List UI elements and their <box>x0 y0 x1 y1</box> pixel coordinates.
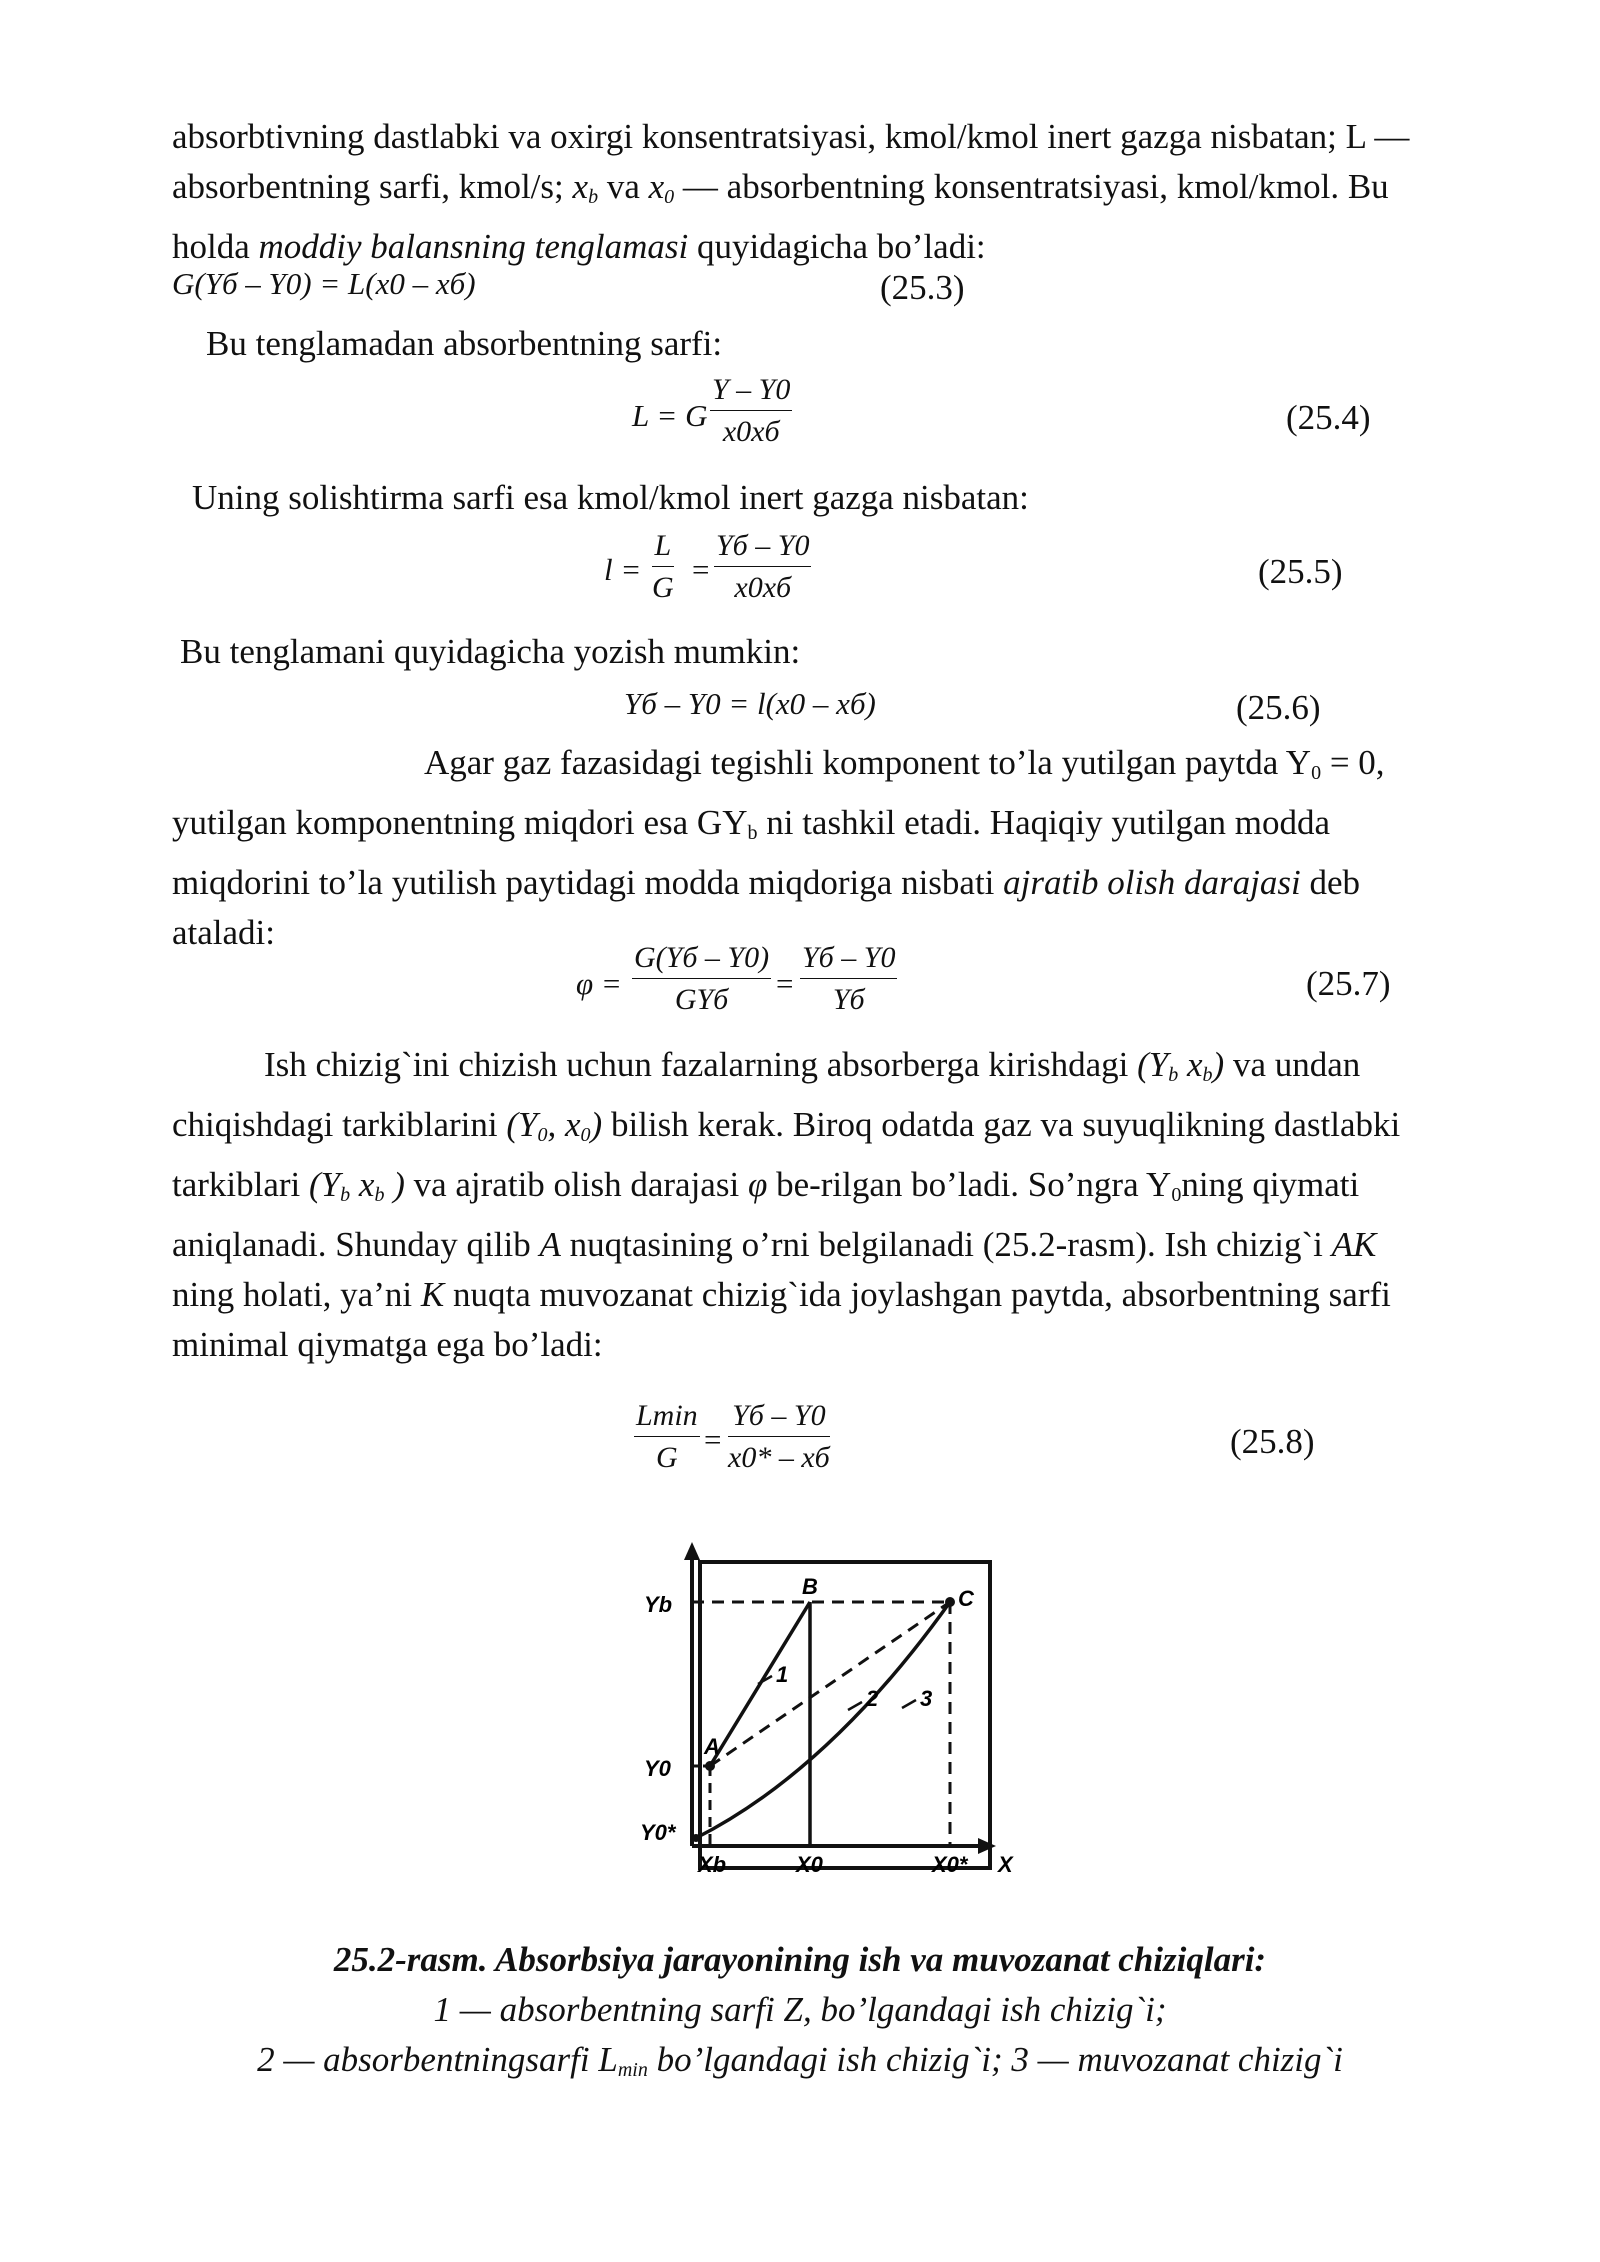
figure-caption-line-2 <box>0 2036 1600 2094</box>
equation-25-5-fraction-1 <box>652 528 674 607</box>
absorption-diagram <box>600 1540 1020 1880</box>
ish-point-a: A <box>539 1225 561 1264</box>
equation-25-7-f1-denominator: GYб <box>674 983 729 1016</box>
sarfi-text: Bu tenglamadan absorbentning sarfi: <box>206 324 723 363</box>
equation-25-5-fraction-2 <box>714 528 811 607</box>
intro-line-3b: quyidagicha bo’ladi: <box>696 227 986 266</box>
ish-line-1a: Ish chizig`ini chizish uchun fazalarning absorberga kirishdagi <box>264 1045 1129 1084</box>
equation-25-8-fraction-2 <box>728 1398 830 1477</box>
yozish-text: Bu tenglamani quyidagicha yozish mumkin: <box>180 632 801 671</box>
label-b: B <box>802 1574 818 1599</box>
intro-italic-term: moddiy balansning tenglamasi <box>258 227 689 266</box>
agar-line-1: Agar gaz fazasidagi tegishli komponent to’la yutilgan paytda Y <box>424 743 1312 782</box>
ish-line-3b: va ajratib olish darajasi <box>413 1165 740 1204</box>
equation-25-5-f2-numerator: Yб – Y0 <box>714 528 811 567</box>
equation-25-5-f1-numerator: L <box>652 528 674 567</box>
equation-25-7-fraction-1 <box>632 940 771 1019</box>
ish-line-4b: nuqtasining o’rni belgilanadi (25.2-rasm). Ish chizig`i <box>569 1225 1323 1264</box>
label-xb: Xb <box>698 1852 727 1877</box>
agar-paragraph <box>172 738 1490 958</box>
intro-line-2a: absorbentning sarfi, kmol/s; <box>172 167 564 206</box>
ish-line-5a: ning holati, ya’ni <box>172 1275 413 1314</box>
x0-symbol: $x_0$ <box>648 167 675 208</box>
label-1: 1 <box>776 1662 789 1687</box>
equation-25-8-number: (25.8) <box>1230 1422 1315 1461</box>
equation-25-5-f2-denominator: x0xб <box>734 571 792 604</box>
label-3: 3 <box>920 1686 933 1711</box>
label-x0: X0 <box>796 1852 823 1877</box>
caption-line-2a: 2 — absorbentningsarfi L <box>257 2040 618 2079</box>
ish-line-ak: AK <box>1331 1225 1377 1264</box>
agar-y0-sub: 0 <box>1311 762 1322 784</box>
ish-y0-sub: 0 <box>1171 1184 1182 1206</box>
equation-25-7-f1-numerator: G(Yб – Y0) <box>632 940 771 979</box>
equation-25-8-fraction-1 <box>634 1398 700 1477</box>
agar-line-1-end: = 0, <box>1329 743 1385 782</box>
intro-line-1: absorbtivning dastlabki va oxirgi konsentratsiyasi, kmol/kmol inert gazga nisbatan; L — <box>172 117 1410 156</box>
ish-point-k: K <box>420 1275 445 1314</box>
equation-25-7-f2-numerator: Yб – Y0 <box>800 940 897 979</box>
equation-25-8-f2-denominator: x0* – xб <box>728 1441 830 1474</box>
equation-25-6: Yб – Y0 = l(x0 – xб) <box>624 686 876 721</box>
equation-25-8-f2-numerator: Yб – Y0 <box>728 1398 830 1437</box>
label-2-leader <box>848 1702 862 1710</box>
agar-line-4: ataladi: <box>172 913 276 952</box>
point-c <box>945 1597 955 1607</box>
equation-25-5-eq: = <box>690 552 711 587</box>
equation-25-4-fraction <box>710 372 792 451</box>
label-x0-star: X0* <box>932 1852 968 1877</box>
ish-line-2a: chiqishdagi tarkiblarini <box>172 1105 498 1144</box>
xb-symbol: $x_b$ <box>572 167 599 208</box>
equation-25-8-f1-numerator: Lmin <box>634 1398 700 1437</box>
y-axis-arrow <box>684 1542 700 1560</box>
label-y0: Y0 <box>644 1756 671 1781</box>
label-a: A <box>704 1734 720 1759</box>
ish-line-5b: nuqta muvozanat chizig`ida joylashgan paytda, absorbentning sarfi <box>452 1275 1391 1314</box>
equilibrium-curve-3 <box>696 1602 950 1838</box>
phi-symbol: φ <box>747 1165 768 1204</box>
label-2: 2 <box>866 1686 879 1711</box>
equation-25-5-f1-denominator: G <box>652 571 674 604</box>
figure-caption-title: 25.2-rasm. Absorbsiya jarayonining ish va muvozanat chiziqlari: <box>333 1940 1267 1979</box>
intro-line-3a: holda <box>172 227 250 266</box>
agar-line-2b: ni tashkil etadi. Haqiqiy yutilgan modda <box>766 803 1331 842</box>
ish-yb-xb: ($Y_b$ $x_b$) <box>1137 1045 1225 1086</box>
equation-25-4-number: (25.4) <box>1286 398 1371 437</box>
label-3-leader <box>902 1700 916 1708</box>
agar-line-3a: miqdorini to’la yutilish paytidagi modda miqdoriga nisbati <box>172 863 995 902</box>
equation-25-3: G(Yб – Y0) = L(x0 – xб) <box>172 266 476 301</box>
equation-25-7-number: (25.7) <box>1306 964 1391 1003</box>
equation-25-4-lhs: L = G <box>632 398 708 433</box>
point-y0-star <box>692 1834 700 1842</box>
caption-line-2b: bo’lgandagi ish chizig`i; 3 — muvozanat chizig`i <box>656 2040 1343 2079</box>
ish-line-2b: bilish kerak. Biroq odatda gaz va suyuqlikning dastlabki <box>610 1105 1401 1144</box>
point-a <box>705 1761 715 1771</box>
equation-25-7-eq: = <box>774 966 795 1001</box>
label-y0-star: Y0* <box>640 1820 676 1845</box>
intro-va: va <box>606 167 640 206</box>
equation-25-7-fraction-2 <box>800 940 897 1019</box>
ish-paragraph <box>172 1040 1490 1370</box>
ish-yb-xb-2: ($Y_b$ $x_b$ ) <box>309 1165 405 1206</box>
ish-line-3a: tarkiblari <box>172 1165 301 1204</box>
agar-gyb-sub: b <box>747 822 758 844</box>
intro-paragraph <box>172 112 1490 272</box>
ish-y0-x0: ($Y_0$, $x_0$) <box>506 1105 603 1146</box>
agar-line-2a: yutilgan komponentning miqdori esa GY <box>172 803 748 842</box>
agar-italic-term: ajratib olish darajasi <box>1003 863 1301 902</box>
equation-25-5-lhs: l = <box>604 552 642 587</box>
equation-25-8-eq: = <box>702 1422 723 1457</box>
ish-line-6: minimal qiymatga ega bo’ladi: <box>172 1325 603 1364</box>
x-axis-arrow <box>978 1838 996 1854</box>
equation-25-3-number: (25.3) <box>880 268 965 307</box>
ish-line-3d: ning qiymati <box>1181 1165 1360 1204</box>
label-c: C <box>958 1586 974 1611</box>
equation-25-4-denominator: x0xб <box>722 415 780 448</box>
figure-caption-line-1: 1 — absorbentning sarfi Z, bo’lgandagi ish chizig`i; <box>433 1990 1167 2029</box>
label-x: X <box>998 1852 1013 1877</box>
equation-25-7-f2-denominator: Yб <box>832 983 865 1016</box>
solishtirma-text: Uning solishtirma sarfi esa kmol/kmol inert gazga nisbatan: <box>192 478 1029 517</box>
equation-25-8-f1-denominator: G <box>656 1441 678 1474</box>
equation-25-6-number: (25.6) <box>1236 688 1321 727</box>
equation-25-4-numerator: Y – Y0 <box>710 372 792 411</box>
agar-line-3b: deb <box>1309 863 1361 902</box>
equation-25-7-lhs: φ = <box>576 966 622 1001</box>
ish-line-3c: be-rilgan bo’ladi. So’ngra Y <box>776 1165 1172 1204</box>
equation-25-5-number: (25.5) <box>1258 552 1343 591</box>
intro-line-2b: — absorbentning konsentratsiyasi, kmol/kmol. Bu <box>682 167 1389 206</box>
ish-line-4a: aniqlanadi. Shunday qilib <box>172 1225 531 1264</box>
label-yb: Yb <box>644 1592 673 1617</box>
caption-lmin-sub: min <box>617 2059 648 2081</box>
ish-line-1b: va undan <box>1232 1045 1361 1084</box>
